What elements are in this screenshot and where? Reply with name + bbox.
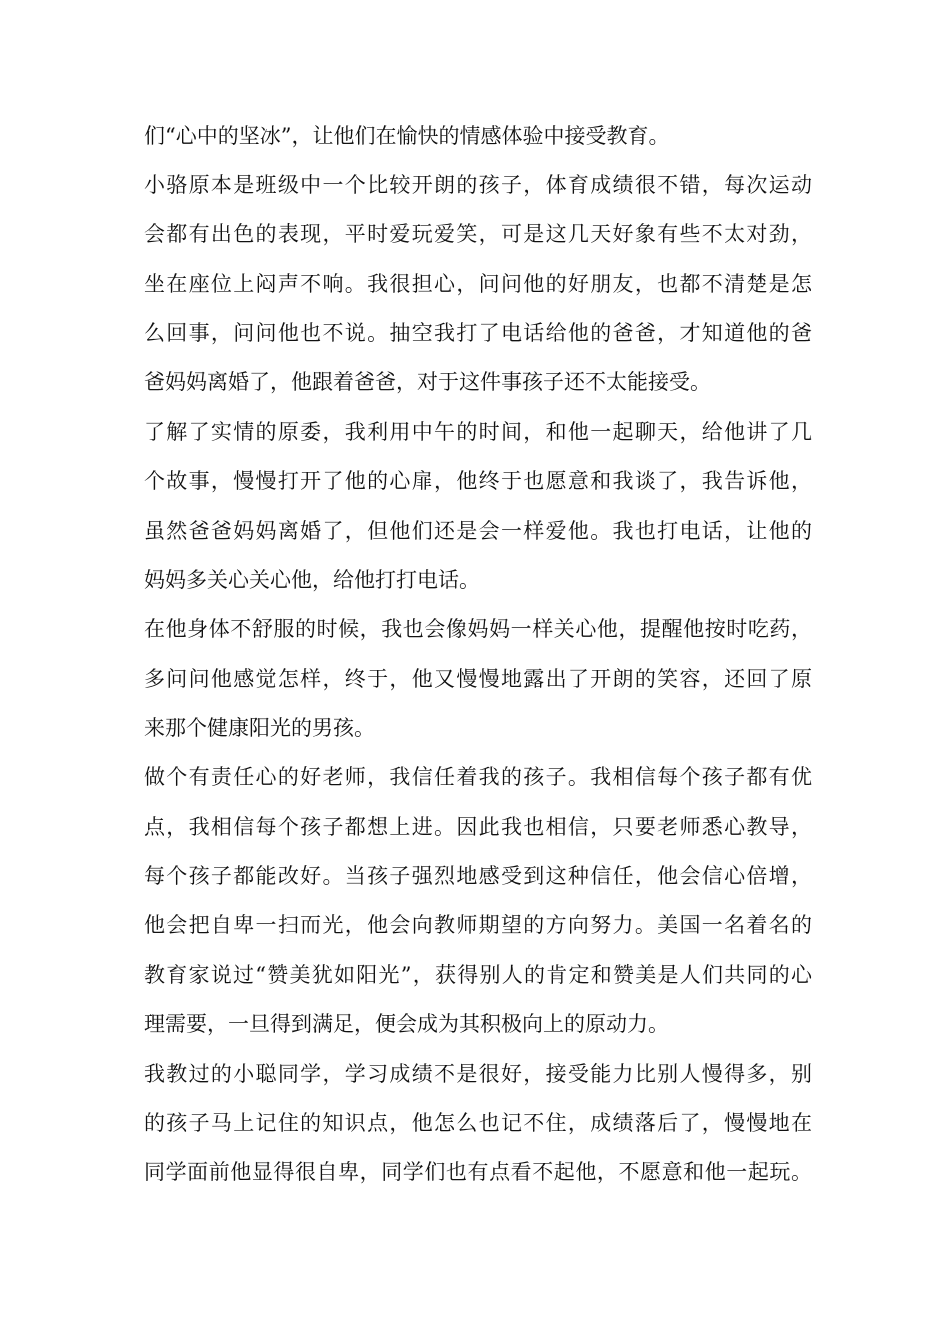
text-line: 我教过的小聪同学，学习成绩不是很好，接受能力比别人慢得多，别 (144, 1062, 812, 1086)
text-line: 的孩子马上记住的知识点，他怎么也记不住，成绩落后了，慢慢地在 (144, 1111, 812, 1135)
text-line: 了解了实情的原委，我利用中午的时间，和他一起聊天，给他讲了几 (144, 420, 812, 444)
text-line: 来那个健康阳光的男孩。 (144, 716, 375, 740)
text-line: 他会把自卑一扫而光，他会向教师期望的方向努力。美国一名着名的 (144, 913, 812, 937)
text-line: 坐在座位上闷声不响。我很担心，问问他的好朋友，也都不清楚是怎 (144, 272, 812, 296)
text-line: 小骆原本是班级中一个比较开朗的孩子，体育成绩很不错，每次运动 (144, 173, 812, 197)
text-line: 同学面前他显得很自卑，同学们也有点看不起他，不愿意和他一起玩。 (144, 1160, 812, 1184)
text-line: 个故事，慢慢打开了他的心扉，他终于也愿意和我谈了，我告诉他， (144, 469, 812, 493)
text-line: 做个有责任心的好老师，我信任着我的孩子。我相信每个孩子都有优 (144, 765, 812, 789)
text-line: 虽然爸爸妈妈离婚了，但他们还是会一样爱他。我也打电话，让他的 (144, 519, 812, 543)
text-line: 多问问他感觉怎样，终于，他又慢慢地露出了开朗的笑容，还回了原 (144, 667, 812, 691)
text-line: 在他身体不舒服的时候，我也会像妈妈一样关心他，提醒他按时吃药， (144, 617, 812, 641)
text-line: 们“心中的坚冰”，让他们在愉快的情感体验中接受教育。 (144, 124, 670, 148)
text-line: 爸妈妈离婚了，他跟着爸爸，对于这件事孩子还不太能接受。 (144, 370, 711, 394)
text-line: 每个孩子都能改好。当孩子强烈地感受到这种信任，他会信心倍增， (144, 864, 812, 888)
text-line: 教育家说过“赞美犹如阳光”，获得别人的肯定和赞美是人们共同的心 (144, 963, 812, 987)
text-line: 理需要，一旦得到满足，便会成为其积极向上的原动力。 (144, 1012, 669, 1036)
text-line: 点，我相信每个孩子都想上进。因此我也相信，只要老师悉心教导， (144, 815, 812, 839)
text-line: 妈妈多关心关心他，给他打打电话。 (144, 568, 480, 592)
text-line: 么回事，问问他也不说。抽空我打了电话给他的爸爸，才知道他的爸 (144, 321, 812, 345)
text-line: 会都有出色的表现，平时爱玩爱笑，可是这几天好象有些不太对劲， (144, 222, 812, 246)
